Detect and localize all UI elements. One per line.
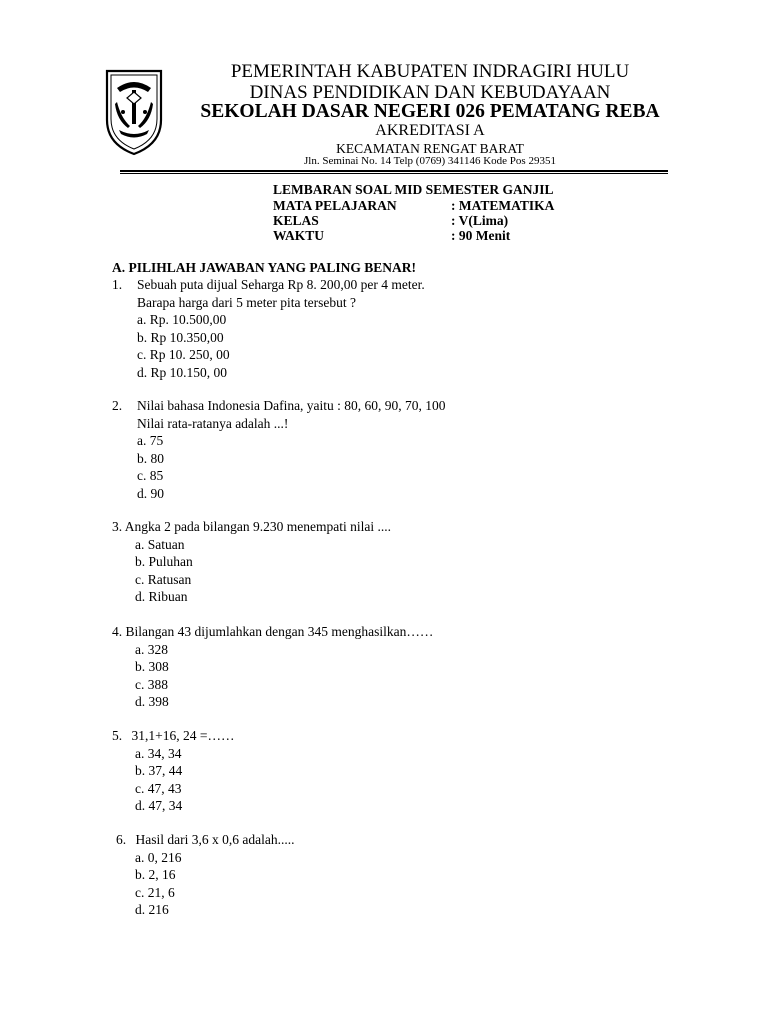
option-a: a. Satuan xyxy=(135,536,185,552)
option-b: b. 2, 16 xyxy=(135,867,176,882)
header-divider-thick xyxy=(120,170,668,172)
header-government: PEMERINTAH KABUPATEN INDRAGIRI HULU xyxy=(230,61,630,82)
header-address: Jln. Seminai No. 14 Telp (0769) 341146 Kode Pos 29351 xyxy=(304,155,556,167)
question-text: Sebuah puta dijual Seharga Rp 8. 200,00 per 4 meter. xyxy=(137,277,425,292)
option-c: c. 85 xyxy=(137,468,164,483)
option-b: b. Puluhan xyxy=(135,554,193,569)
question-text: 31,1+16, 24 =…… xyxy=(131,728,235,743)
meta-key: MATA PELAJARAN xyxy=(273,198,397,213)
question-text: Angka 2 pada bilangan 9.230 menempati nilai .... xyxy=(124,519,391,534)
section-a-instruction: A. PILIHLAH JAWABAN YANG PALING BENAR! xyxy=(112,260,417,275)
option-a: a. 328 xyxy=(135,641,168,657)
option-a: a. 0, 216 xyxy=(135,849,182,865)
option-c: c. Rp 10. 250, 00 xyxy=(137,347,230,362)
option-d: d. Ribuan xyxy=(135,589,188,604)
option-a: a. 75 xyxy=(137,433,164,448)
option-d: d. 216 xyxy=(135,902,169,917)
question-text: Nilai rata-ratanya adalah ...! xyxy=(137,415,289,431)
header-accreditation: AKREDITASI A xyxy=(375,122,485,139)
option-b: b. Rp 10.350,00 xyxy=(137,329,224,345)
question-number: 2. xyxy=(112,398,123,413)
option-b: b. 308 xyxy=(135,659,169,674)
meta-value: : V(Lima) xyxy=(451,213,509,228)
question-number: 1. xyxy=(112,277,123,292)
option-d: d. 47, 34 xyxy=(135,798,183,813)
header-divider-thin xyxy=(120,173,668,174)
header-school-name: SEKOLAH DASAR NEGERI 026 PEMATANG REBA xyxy=(200,101,660,122)
exam-title: LEMBARAN SOAL MID SEMESTER GANJIL xyxy=(273,182,554,197)
option-b: b. 80 xyxy=(137,450,164,466)
option-d: d. 398 xyxy=(135,694,169,709)
question-number: 6. xyxy=(116,832,127,847)
option-a: a. Rp. 10.500,00 xyxy=(137,312,227,327)
meta-value: : 90 Menit xyxy=(451,228,511,243)
meta-key: WAKTU xyxy=(273,228,325,243)
option-d: d. 90 xyxy=(137,485,164,501)
question-text: Bilangan 43 dijumlahkan dengan 345 menghasilkan…… xyxy=(125,624,434,639)
question-number: 5. xyxy=(112,728,123,743)
question-number: 3. xyxy=(112,519,123,534)
question-4 xyxy=(112,623,433,711)
regency-crest-icon xyxy=(103,68,165,156)
question-5 xyxy=(112,727,234,815)
option-a: a. 34, 34 xyxy=(135,745,182,761)
option-c: c. 21, 6 xyxy=(135,884,175,900)
question-text: Barapa harga dari 5 meter pita tersebut ? xyxy=(137,294,357,310)
option-b: b. 37, 44 xyxy=(135,763,183,778)
header-department: DINAS PENDIDIKAN DAN KEBUDAYAAN xyxy=(249,82,611,103)
option-c: c. 47, 43 xyxy=(135,780,182,796)
meta-value: : MATEMATIKA xyxy=(451,198,555,213)
question-2 xyxy=(112,397,446,502)
meta-key: KELAS xyxy=(273,213,319,228)
question-3 xyxy=(112,518,391,606)
question-1 xyxy=(112,276,425,381)
question-text: Nilai bahasa Indonesia Dafina, yaitu : 80, 60, 90, 70, 100 xyxy=(137,398,446,413)
question-number: 4. xyxy=(112,624,123,639)
option-c: c. 388 xyxy=(135,676,168,692)
question-text: Hasil dari 3,6 x 0,6 adalah..... xyxy=(135,832,295,847)
option-d: d. Rp 10.150, 00 xyxy=(137,364,228,380)
header-district: KECAMATAN RENGAT BARAT xyxy=(336,141,524,156)
option-c: c. Ratusan xyxy=(135,571,192,587)
question-6 xyxy=(116,831,294,919)
